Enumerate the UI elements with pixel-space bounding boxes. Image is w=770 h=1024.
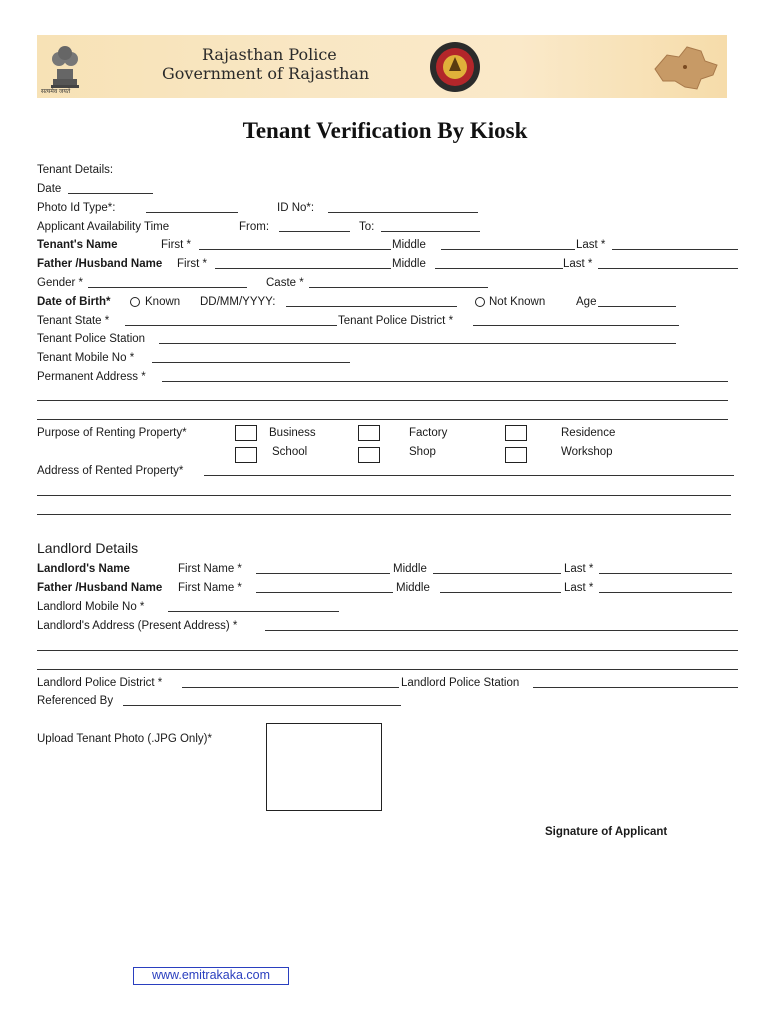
purpose-factory-checkbox[interactable]	[358, 425, 380, 441]
tenant-police-station-field[interactable]	[159, 343, 676, 344]
website-link[interactable]: www.emitrakaka.com	[133, 967, 289, 985]
landlord-first-field[interactable]	[256, 573, 390, 574]
header-line2: Government of Rajasthan	[162, 64, 370, 83]
landlord-address-field-2[interactable]	[37, 650, 738, 651]
purpose-residence-label: Residence	[561, 427, 616, 439]
father-last-field[interactable]	[598, 268, 738, 269]
purpose-shop-checkbox[interactable]	[358, 447, 380, 463]
header-banner	[37, 35, 727, 98]
national-emblem-icon	[45, 39, 85, 94]
dob-known-label: Known	[145, 296, 181, 308]
photo-id-field[interactable]	[146, 212, 238, 213]
dob-not-known-radio[interactable]	[475, 297, 485, 307]
purpose-workshop-checkbox[interactable]	[505, 447, 527, 463]
dob-known-radio[interactable]	[130, 297, 140, 307]
purpose-factory-label: Factory	[409, 427, 448, 439]
tenant-last-label: Last *	[576, 239, 606, 251]
purpose-residence-checkbox[interactable]	[505, 425, 527, 441]
tenant-last-field[interactable]	[612, 249, 738, 250]
rented-address-label: Address of Rented Property*	[37, 465, 184, 477]
availability-label: Applicant Availability Time	[37, 221, 170, 233]
gender-label: Gender *	[37, 277, 84, 289]
father-name-label: Father /Husband Name	[37, 258, 163, 270]
landlord-father-last-field[interactable]	[599, 592, 732, 593]
landlord-name-label: Landlord's Name	[37, 563, 130, 575]
purpose-school-checkbox[interactable]	[235, 447, 257, 463]
tenant-middle-label: Middle	[392, 239, 426, 251]
gender-field[interactable]	[88, 287, 247, 288]
id-no-label: ID No*:	[277, 202, 315, 214]
purpose-school-label: School	[272, 446, 308, 458]
from-label: From:	[239, 221, 270, 233]
caste-label: Caste *	[266, 277, 304, 289]
photo-upload-box[interactable]	[266, 723, 382, 811]
rajasthan-map-icon	[645, 41, 723, 93]
referenced-by-label: Referenced By	[37, 695, 114, 707]
tenant-police-station-label: Tenant Police Station	[37, 333, 146, 345]
landlord-police-station-label: Landlord Police Station	[401, 677, 520, 689]
caste-field[interactable]	[309, 287, 488, 288]
landlord-father-middle-label: Middle	[396, 582, 430, 594]
permanent-address-label: Permanent Address *	[37, 371, 146, 383]
tenant-mobile-field[interactable]	[152, 362, 350, 363]
signature-label: Signature of Applicant	[545, 826, 668, 838]
purpose-shop-label: Shop	[409, 446, 436, 458]
landlord-last-label: Last *	[564, 563, 594, 575]
page-title: Tenant Verification By Kiosk	[242, 118, 528, 143]
photo-id-label: Photo Id Type*:	[37, 202, 116, 214]
landlord-first-label: First Name *	[178, 563, 242, 575]
tenant-middle-field[interactable]	[441, 249, 575, 250]
rented-address-field-2[interactable]	[37, 495, 731, 496]
landlord-mobile-label: Landlord Mobile No *	[37, 601, 145, 613]
from-field[interactable]	[279, 231, 350, 232]
tenant-police-district-label: Tenant Police District *	[338, 315, 454, 327]
permanent-address-field-2[interactable]	[37, 400, 728, 401]
rented-address-field-3[interactable]	[37, 514, 731, 515]
to-field[interactable]	[381, 231, 480, 232]
landlord-last-field[interactable]	[599, 573, 732, 574]
rented-address-field-1[interactable]	[204, 475, 734, 476]
tenant-details-heading: Tenant Details:	[37, 164, 114, 176]
age-field[interactable]	[598, 306, 676, 307]
tenant-mobile-label: Tenant Mobile No *	[37, 352, 135, 364]
emblem-caption: सत्यमेव जयते	[41, 89, 71, 95]
landlord-middle-label: Middle	[393, 563, 427, 575]
dob-field[interactable]	[286, 306, 457, 307]
purpose-business-label: Business	[269, 427, 316, 439]
tenant-first-field[interactable]	[199, 249, 391, 250]
dob-label: Date of Birth*	[37, 296, 111, 308]
landlord-police-district-label: Landlord Police District *	[37, 677, 163, 689]
dob-not-known-label: Not Known	[489, 296, 546, 308]
police-seal-icon	[429, 41, 481, 93]
father-last-label: Last *	[563, 258, 593, 270]
landlord-address-field-3[interactable]	[37, 669, 738, 670]
age-label: Age	[576, 296, 597, 308]
tenant-first-label: First *	[161, 239, 192, 251]
header-line1: Rajasthan Police	[202, 45, 337, 64]
purpose-label: Purpose of Renting Property*	[37, 427, 187, 439]
date-label: Date	[37, 183, 62, 195]
upload-photo-label: Upload Tenant Photo (.JPG Only)*	[37, 733, 212, 745]
father-first-label: First *	[177, 258, 208, 270]
landlord-father-last-label: Last *	[564, 582, 594, 594]
date-field[interactable]	[68, 193, 153, 194]
permanent-address-field-1[interactable]	[162, 381, 728, 382]
purpose-business-checkbox[interactable]	[235, 425, 257, 441]
tenant-state-label: Tenant State *	[37, 315, 110, 327]
landlord-father-middle-field[interactable]	[440, 592, 561, 593]
landlord-details-heading: Landlord Details	[37, 540, 139, 556]
father-middle-field[interactable]	[435, 268, 563, 269]
landlord-address-field-1[interactable]	[265, 630, 738, 631]
tenant-state-field[interactable]	[125, 325, 337, 326]
to-label: To:	[359, 221, 375, 233]
landlord-father-first-label: First Name *	[178, 582, 242, 594]
landlord-police-district-field[interactable]	[182, 687, 399, 688]
landlord-mobile-field[interactable]	[168, 611, 339, 612]
purpose-workshop-label: Workshop	[561, 446, 613, 458]
dob-format-label: DD/MM/YYYY:	[200, 296, 276, 308]
father-first-field[interactable]	[215, 268, 391, 269]
permanent-address-field-3[interactable]	[37, 419, 728, 420]
id-no-field[interactable]	[328, 212, 478, 213]
tenant-police-district-field[interactable]	[473, 325, 679, 326]
landlord-middle-field[interactable]	[433, 573, 561, 574]
landlord-police-station-field[interactable]	[533, 687, 738, 688]
landlord-address-label: Landlord's Address (Present Address) *	[37, 620, 238, 632]
father-middle-label: Middle	[392, 258, 426, 270]
landlord-father-label: Father /Husband Name	[37, 582, 163, 594]
tenant-name-label: Tenant's Name	[37, 239, 118, 251]
referenced-by-field[interactable]	[123, 705, 401, 706]
landlord-father-first-field[interactable]	[256, 592, 393, 593]
